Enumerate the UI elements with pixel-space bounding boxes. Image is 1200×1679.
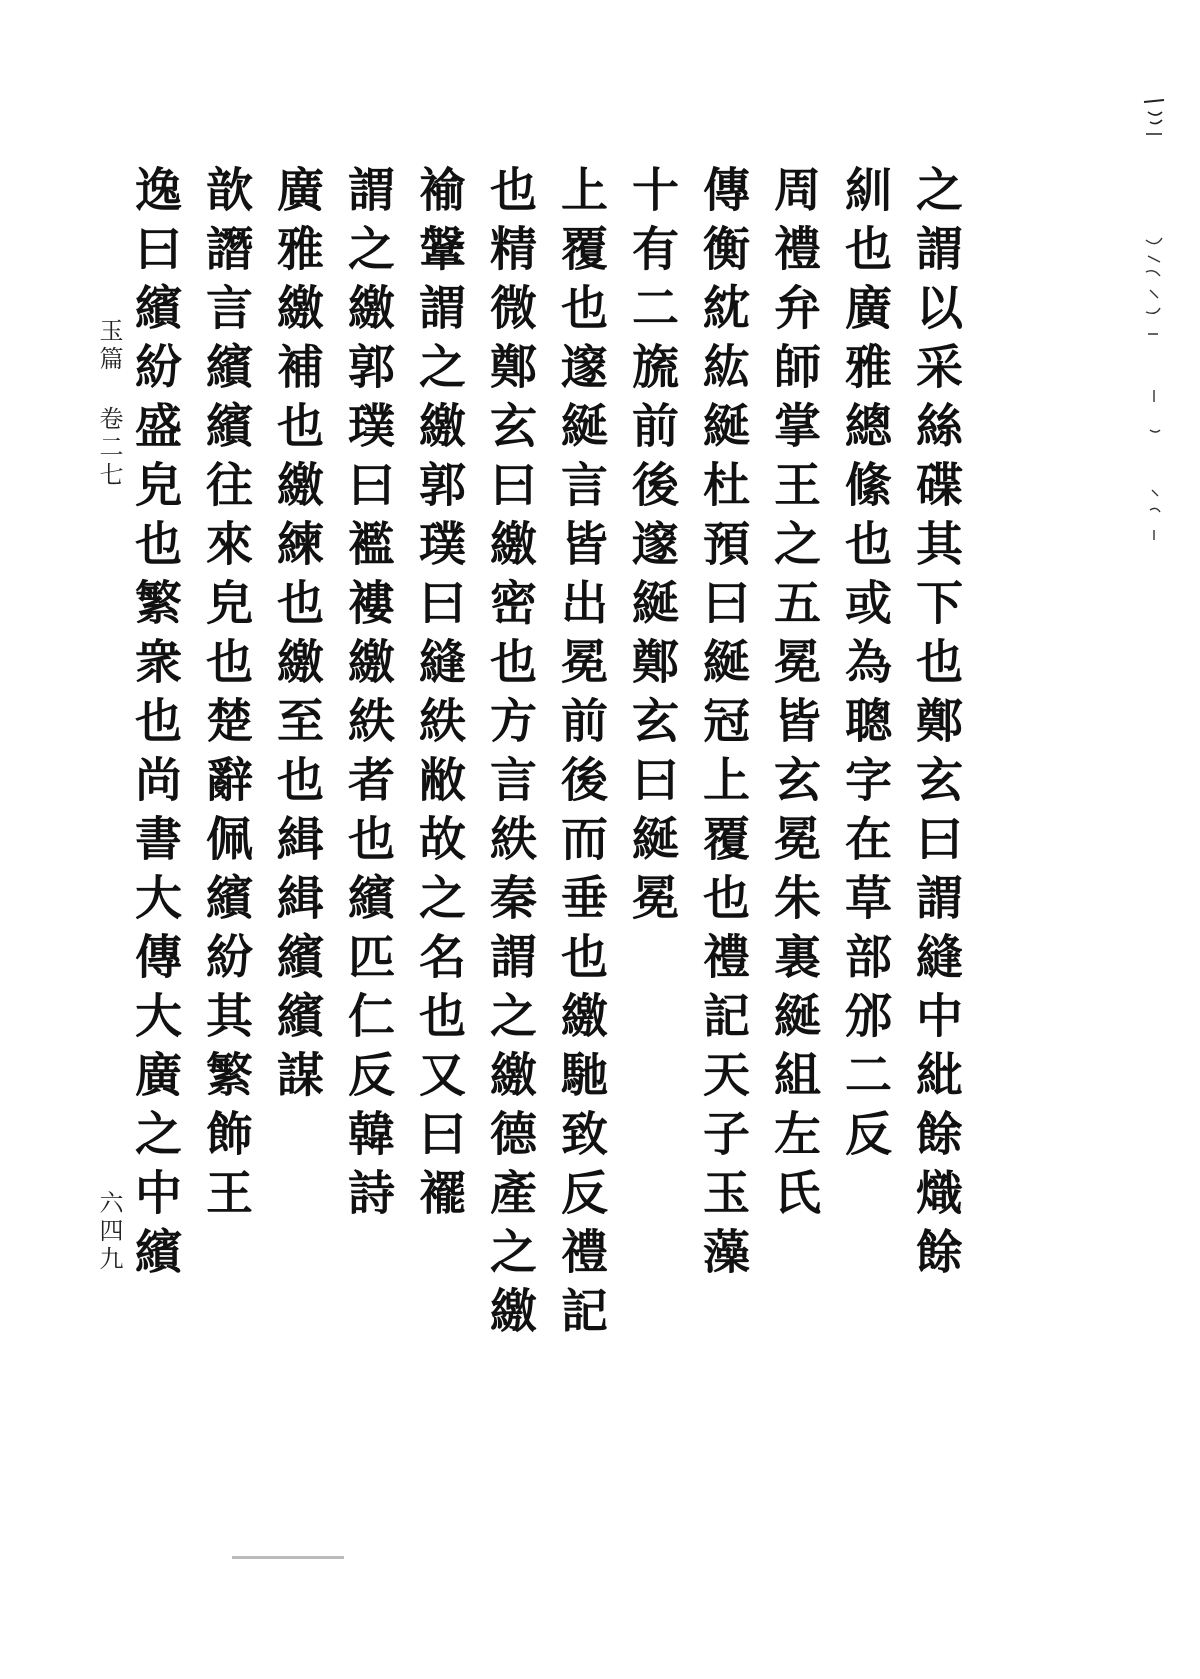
text-column-11: 歆譖言繽繽往來皃也楚辭佩繽紛其繁飾王: [198, 165, 253, 1227]
page-number: 六四九: [95, 1190, 123, 1274]
text-column-5: 十有二旒前後邃綖鄭玄曰綖冕: [624, 165, 679, 932]
text-column-4: 傳衡紞紘綖杜預曰綖冠上覆也禮記天子玉藻: [695, 165, 750, 1286]
text-column-1: 之謂以采絲碟其下也鄭玄曰謂縫中紕餘熾餘: [908, 165, 963, 1286]
text-column-7: 也精微鄭玄曰繳密也方言紩秦謂之繳德產之繳: [482, 165, 537, 1345]
scan-artifact: [232, 1556, 344, 1559]
text-column-9: 謂之繳郭璞曰襤褸繳紩者也繽匹仁反韓詩: [340, 165, 395, 1227]
text-column-8: 褕鞶謂之繳郭璞曰縫紩敝故之名也又曰襬: [411, 165, 466, 1227]
text-column-10: 廣雅繳補也繳練也繳至也緝緝繽繽謀: [269, 165, 324, 1109]
text-column-6: 上覆也邃綖言皆出冕前後而垂也繳馳致反禮記: [553, 165, 608, 1345]
text-column-3: 周禮弁師掌王之五冕皆玄冕朱裏綖組左氏: [766, 165, 821, 1227]
text-column-12: 逸曰繽紛盛皃也繁衆也尚書大傳大廣之中繽: [127, 165, 182, 1286]
text-column-2: 紃也廣雅總絛也或為聰字在草部邠二反: [837, 165, 892, 1168]
volume-title: 玉篇 卷二七: [95, 318, 123, 490]
handwritten-margin-note: [1140, 90, 1168, 580]
